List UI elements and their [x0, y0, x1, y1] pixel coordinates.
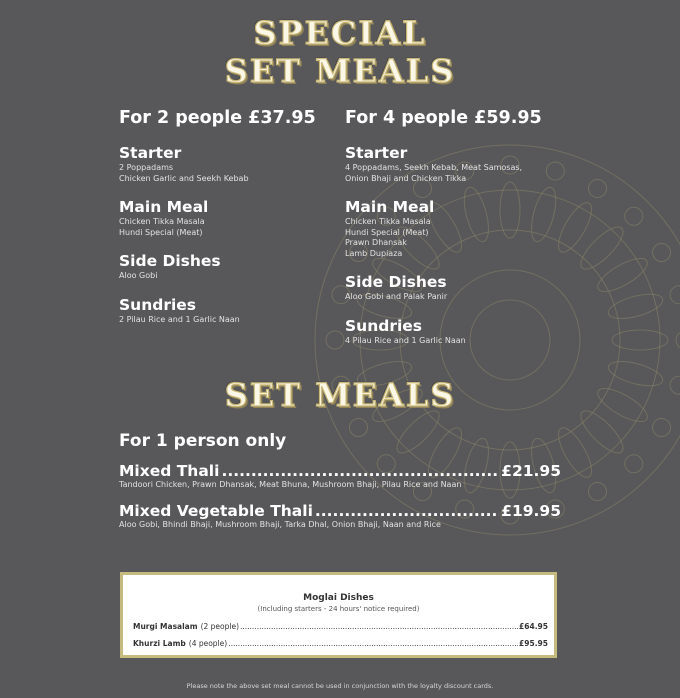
section-line: Aloo Gobi and Palak Panir	[345, 292, 448, 301]
dot-leader	[221, 462, 499, 480]
section-line: Hundi Special (Meat)	[119, 227, 203, 237]
section-line: Onion Bhaji and Chicken Tikka	[345, 173, 467, 183]
dot-leader	[228, 639, 518, 648]
section-line: 4 Pilau Rice and 1 Garlic Naan	[345, 335, 466, 345]
section-title: Main Meal	[345, 198, 435, 216]
moglai-item-name: Khurzi Lamb	[133, 639, 186, 648]
item-name: Mixed Vegetable Thali	[119, 502, 313, 520]
moglai-item-name: Murgi Masalam	[133, 622, 198, 631]
section-line: 2 Pilau Rice and 1 Garlic Naan	[119, 314, 240, 324]
menu-item	[119, 462, 561, 490]
moglai-item	[133, 639, 548, 648]
menu-item	[119, 502, 561, 530]
menu-section	[345, 317, 575, 347]
section-title: Sundries	[345, 316, 423, 335]
section-line: 4 Poppadams, Seekh Kebab, Meat Samosas,	[345, 163, 523, 172]
section-line: 2 Poppadams	[119, 163, 174, 172]
menu-section	[119, 144, 359, 184]
section-line: Aloo Gobi	[119, 271, 158, 280]
menu-section	[119, 252, 359, 282]
two-people-title: For 2 people £37.95	[119, 108, 316, 128]
section-title: Starter	[119, 144, 182, 162]
dot-leader	[240, 622, 518, 631]
section-line: Chicken Garlic and Seekh Kebab	[119, 173, 249, 183]
moglai-subtitle: (Including starters - 24 hours' notice required)	[257, 605, 420, 613]
item-description: Tandoori Chicken, Prawn Dhansak, Meat Bhuna, Mushroom Bhaji, Pilau Rice and Naan	[119, 480, 462, 489]
section-line: Chicken Tikka Masala	[345, 217, 431, 226]
footer-note: Please note the above set meal cannot be used in conjunction with the loyalty discount cards.	[186, 682, 494, 690]
one-person-title: For 1 person only	[119, 431, 287, 451]
moglai-item-note: (4 people)	[188, 639, 228, 648]
two-people-column	[119, 108, 359, 339]
moglai-item-note: (2 people)	[200, 622, 239, 631]
moglai-title: Moglai Dishes	[303, 593, 374, 603]
dot-leader	[315, 502, 499, 520]
item-name: Mixed Thali	[119, 462, 220, 480]
item-price: £21.95	[501, 462, 561, 480]
four-people-column	[345, 108, 575, 360]
section-title: Starter	[345, 144, 408, 162]
section-line: Lamb Dupiaza	[345, 248, 403, 258]
moglai-item-price: £64.95	[519, 622, 548, 631]
menu-section	[345, 198, 575, 259]
set-meals-heading: SET MEALS	[224, 376, 456, 414]
special-heading-line2: SET MEALS	[224, 52, 456, 90]
menu-section	[119, 198, 359, 238]
section-title: Main Meal	[119, 198, 209, 216]
special-heading-line1: SPECIAL	[253, 14, 427, 52]
moglai-item-price: £95.95	[519, 639, 548, 648]
four-people-title: For 4 people £59.95	[345, 108, 542, 128]
item-description: Aloo Gobi, Bhindi Bhaji, Mushroom Bhaji, Tarka Dhal, Onion Bhaji, Naan and Rice	[119, 520, 441, 529]
menu-section	[345, 273, 575, 303]
section-title: Side Dishes	[345, 273, 447, 291]
section-line: Prawn Dhansak	[345, 238, 407, 247]
menu-section	[345, 144, 575, 184]
moglai-item	[133, 622, 548, 631]
item-price: £19.95	[501, 502, 561, 520]
section-title: Sundries	[119, 295, 197, 314]
section-title: Side Dishes	[119, 252, 221, 270]
moglai-box	[120, 572, 557, 658]
section-line: Hundi Special (Meat)	[345, 227, 429, 237]
menu-section	[119, 296, 359, 326]
section-line: Chicken Tikka Masala	[119, 217, 205, 226]
